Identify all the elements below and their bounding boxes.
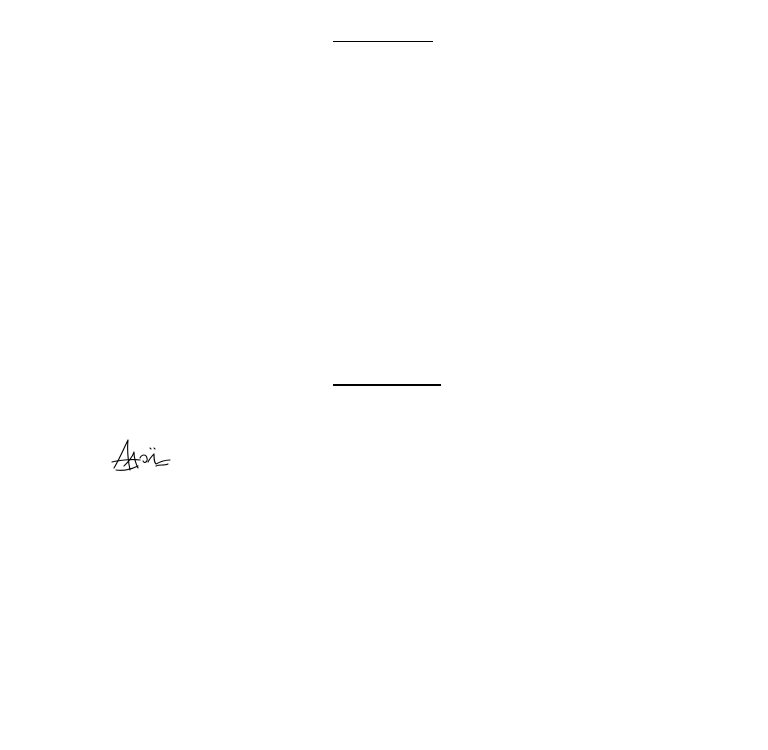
handwritten-signature-image (110, 436, 174, 476)
income-total-currency-cell (432, 41, 442, 53)
income-total-rule (333, 41, 433, 42)
expense-total-rule (333, 384, 441, 386)
